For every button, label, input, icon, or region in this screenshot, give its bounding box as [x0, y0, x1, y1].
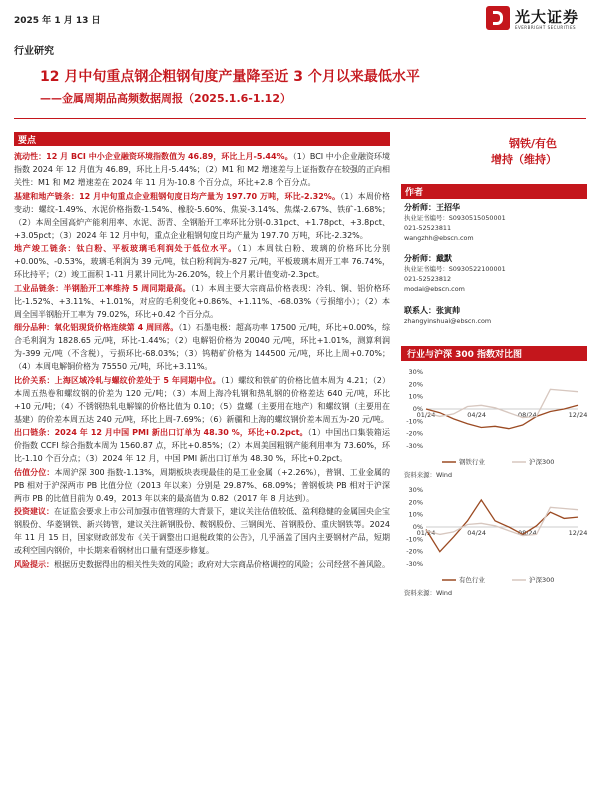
- legend-label: 沪深300: [529, 576, 555, 584]
- paragraph-export: [14, 426, 390, 465]
- paragraph-text: 本周沪深 300 指数-1.13%，周期板块表现最佳的是工业金属（+2.26%），普钢、工业金属的 PB 相对于沪深两市 PB 比值分位（2013 年以来）分别是 29.87%、68.09%；普钢板块 PB 相对于沪深两市 PB 的比值目前为 0.49，2013 年以来的最高值为 0.82（2017 年 8 月达到）。: [14, 467, 390, 503]
- paragraph-heading: 风险提示：: [14, 559, 54, 569]
- y-tick-label: 0%: [412, 405, 423, 413]
- sector-rating: 增持（维持）: [491, 153, 557, 166]
- legend-label: 沪深300: [529, 458, 555, 466]
- analyst-2-email[interactable]: modai@ebscn.com: [404, 285, 465, 293]
- y-tick-label: 20%: [408, 380, 423, 389]
- logo: [486, 6, 590, 34]
- nonferrous-vs-csi300-chart: [402, 484, 588, 590]
- analyst-2-cert: 执业证书编号：S0930522100001: [404, 265, 506, 273]
- series-line-1: [426, 507, 578, 535]
- x-tick-label: 08/24: [517, 411, 537, 419]
- x-tick-label: 04/24: [467, 529, 487, 537]
- paragraph-text: （1）本周价格变动：螺纹-1.49%、水泥价格指数-1.54%、橡胶-5.60%、焦炭-3.14%、焦煤-2.67%、铁矿-1.68%；（2）本周全国高炉产能利用率、水泥、沥青、全钢胎开工率环比分别-0.31pct、+1.78pct、+3.8pct、+3.05pct；（3）2024 年 12 月中旬，重点企业粗钢旬度日均产量为 197.70 万吨，环比-2.32%。: [14, 191, 391, 240]
- contact-email[interactable]: zhangyinshuai@ebscn.com: [404, 317, 492, 325]
- paragraph-investment: [14, 505, 390, 557]
- paragraph-text: （1）螺纹和铁矿的价格比值本周为 4.21；（2）本周五热卷和螺纹钢的价差为 120 元/吨；（3）本周上海冷轧钢和热轧钢的价格差达 640 元/吨，环比+10 元/吨；（4）不锈钢热轧电解镍的价格比值为 0.10；（5）盘螺（主要用在地产）和螺纹钢（主要用在基建）的价差本周五达 240 元/吨，环比上周-7.69%；（6）新疆和上海的螺纹钢价差本周五为-20 元/吨。: [14, 375, 390, 424]
- analyst-1-info: [404, 203, 584, 243]
- section-header-label: 要点: [18, 136, 37, 146]
- paragraph-industrial: [14, 282, 390, 321]
- paragraph-heading: 基建和地产链条：12 月中旬重点企业粗钢旬度日均产量为 197.70 万吨，环比-2.32%。: [14, 191, 341, 201]
- logo-text: 光大证券: [515, 8, 580, 26]
- y-tick-label: -30%: [406, 442, 423, 450]
- authors-header-bar: [401, 184, 587, 199]
- paragraph-text: 在证监会要求上市公司加强市值管理的大背景下，建议关注估值较低、盈利稳健的金属国央企宝钢股份、华菱钢铁、新兴铸管，建议关注新钢股份、鞍钢股份、三钢闽光、首钢股份、重庆钢铁等。2024 年 11 月 15 日，国家财政部发布《关于调整出口退税政策的公告》，几乎涵盖了国内主要钢材产品，短期或利空国内钢价，中长期来看钢材出口量有望逐步修复。: [14, 507, 390, 555]
- x-tick-label: 08/24: [517, 529, 537, 537]
- paragraph-risk: [14, 558, 390, 571]
- y-tick-label: -20%: [406, 429, 423, 438]
- y-tick-label: 10%: [408, 392, 423, 401]
- x-tick-label: 12/24: [568, 411, 588, 419]
- y-tick-label: 30%: [408, 368, 423, 376]
- key-points-body: [14, 150, 390, 571]
- section-header-bar: [14, 132, 390, 146]
- analyst-1-phone: 021-52523811: [404, 224, 452, 232]
- chart-2-source: 资料来源：Wind: [404, 589, 453, 597]
- paragraph-text: 根据历史数据得出的相关性失效的风险；政府对大宗商品价格调控的风险；公司经营不善风险。: [54, 559, 390, 569]
- report-title: 12 月中旬重点钢企粗钢旬度产量降至近 3 个月以来最低水平: [40, 69, 420, 85]
- chart-section-label: 行业与沪深 300 指数对比图: [407, 350, 523, 360]
- paragraph-text: （1）本周钛白粉、玻璃的价格环比分别+0.00%、-0.53%，玻璃毛利润为 39 元/吨，钛白粉利润为-827 元/吨，平板玻璃本周开工率 76.74%，环比持平；（2）竣工面积 1-11 月累计同比为-26.20%，较上个月累计值变动-2.3pct。: [14, 244, 390, 279]
- analyst-2-name: 分析师：戴默: [404, 254, 452, 263]
- contact-name: 联系人：张寅帅: [404, 306, 460, 315]
- x-tick-label: 04/24: [467, 411, 487, 419]
- paragraph-heading: 流动性：12 月 BCI 中小企业融资环境指数值为 46.89，环比上月-5.44%。: [14, 152, 293, 161]
- analyst-1-name: 分析师：王招华: [404, 203, 460, 212]
- paragraph-heading: 细分品种：氧化铝现货价格连续第 4 周回落。: [14, 323, 179, 332]
- y-tick-label: -20%: [406, 547, 423, 556]
- analyst-1-email[interactable]: wangzhh@ebscn.com: [404, 234, 474, 242]
- legend-label: 钢铁行业: [459, 458, 485, 466]
- sector-name: 钢铁/有色: [508, 137, 557, 150]
- report-subtitle: ——金属周期品高频数据周报（2025.1.6-1.12）: [40, 92, 291, 105]
- paragraph-heading: 投资建议：: [14, 507, 54, 516]
- y-tick-label: 10%: [408, 510, 423, 519]
- paragraph-text: （1）中国出口集装箱运价指数 CCFI 综合指数本周为 1560.87 点，环比+0.85%；（2）本周美国粗钢产能利用率为 73.60%，环比-1.10 个百分点；（3）2024 年 12 月，中国 PMI 新出口订单为 48.30 %，环比+0.2pct。: [14, 428, 391, 463]
- legend-label: 有色行业: [459, 576, 485, 584]
- paragraph-heading: 出口链条：2024 年 12 月中国 PMI 新出口订单为 48.30 %，环比+0.2pct。: [14, 428, 308, 437]
- x-tick-label: 01/24: [416, 529, 436, 537]
- paragraph-heading: 工业品链条：半钢胎开工率维持 5 周同期最高。: [14, 283, 191, 293]
- logo-subtext: EVERBRIGHT SECURITIES: [515, 25, 577, 30]
- y-tick-label: 30%: [408, 486, 423, 494]
- everbright-logo-icon: [486, 6, 510, 30]
- paragraph-text: （1）BCI 中小企业融资环境指数 2024 年 12 月值为 46.89，环比上月-5.44%；（2）M1 和 M2 增速差与上证指数存在较强的正向相关性：M1 和 M2 增速差在 2024 年 11 月为-10.8 个百分点，环比+2.8 个百分点。: [14, 152, 390, 187]
- chart-section-bar: [401, 346, 587, 361]
- paragraph-heading: 估值分位：: [14, 467, 55, 477]
- contact-info: [404, 306, 584, 326]
- paragraph-text: （1）石墨电极：超高功率 17500 元/吨，环比+0.00%，综合毛利润为 1828.65 元/吨，环比-1.44%；（2）电解铝价格为 20040 元/吨，环比+1.01%，测算利润为-399 元/吨（不含税），亏损环比-68.03%；（3）钨精矿价格为 144500 元/吨，环比上周+0.70%；（4）本周电解铜价格为 75550 元/吨，环比+3.11%。: [14, 323, 391, 371]
- authors-header-label: 作者: [405, 188, 424, 198]
- steel-vs-csi300-chart: [402, 366, 588, 472]
- y-tick-label: -10%: [406, 417, 423, 426]
- y-tick-label: -30%: [406, 560, 423, 568]
- paragraph-heading: 比价关系：上海区域冷轧与螺纹价差处于 5 年同期中位。: [14, 375, 221, 385]
- y-tick-label: 0%: [412, 523, 423, 531]
- report-category: 行业研究: [14, 46, 54, 57]
- paragraph-price-ratio: [14, 374, 390, 426]
- paragraph-valuation: [14, 466, 390, 505]
- paragraph-segments: [14, 321, 390, 373]
- paragraph-infrastructure: [14, 190, 390, 242]
- paragraph-heading: 地产竣工链条：钛白粉、平板玻璃毛利润处于低位水平。: [14, 244, 238, 253]
- paragraph-liquidity: [14, 150, 390, 189]
- x-tick-label: 12/24: [568, 529, 588, 537]
- x-tick-label: 01/24: [416, 411, 436, 419]
- title-divider: [14, 118, 586, 119]
- series-line-1: [426, 389, 578, 417]
- chart-1-source: 资料来源：Wind: [404, 471, 453, 479]
- paragraph-text: （1）本周主要大宗商品价格表现：冷轧、铜、铝价格环比-1.52%、+3.11%、+1.01%，对应的毛利变化+0.86%、+1.11%、-68.03%（亏损缩小）；（2）本周全国半钢胎开工率为 79.02%，环比+0.42 个百分点。: [14, 283, 390, 319]
- analyst-2-info: [404, 254, 584, 294]
- y-tick-label: 20%: [408, 498, 423, 507]
- paragraph-completion: [14, 242, 390, 281]
- analyst-2-phone: 021-52523812: [404, 275, 452, 283]
- y-tick-label: -10%: [406, 535, 423, 544]
- analyst-1-cert: 执业证书编号：S0930515050001: [404, 214, 506, 222]
- report-date: 2025 年 1 月 13 日: [14, 16, 101, 26]
